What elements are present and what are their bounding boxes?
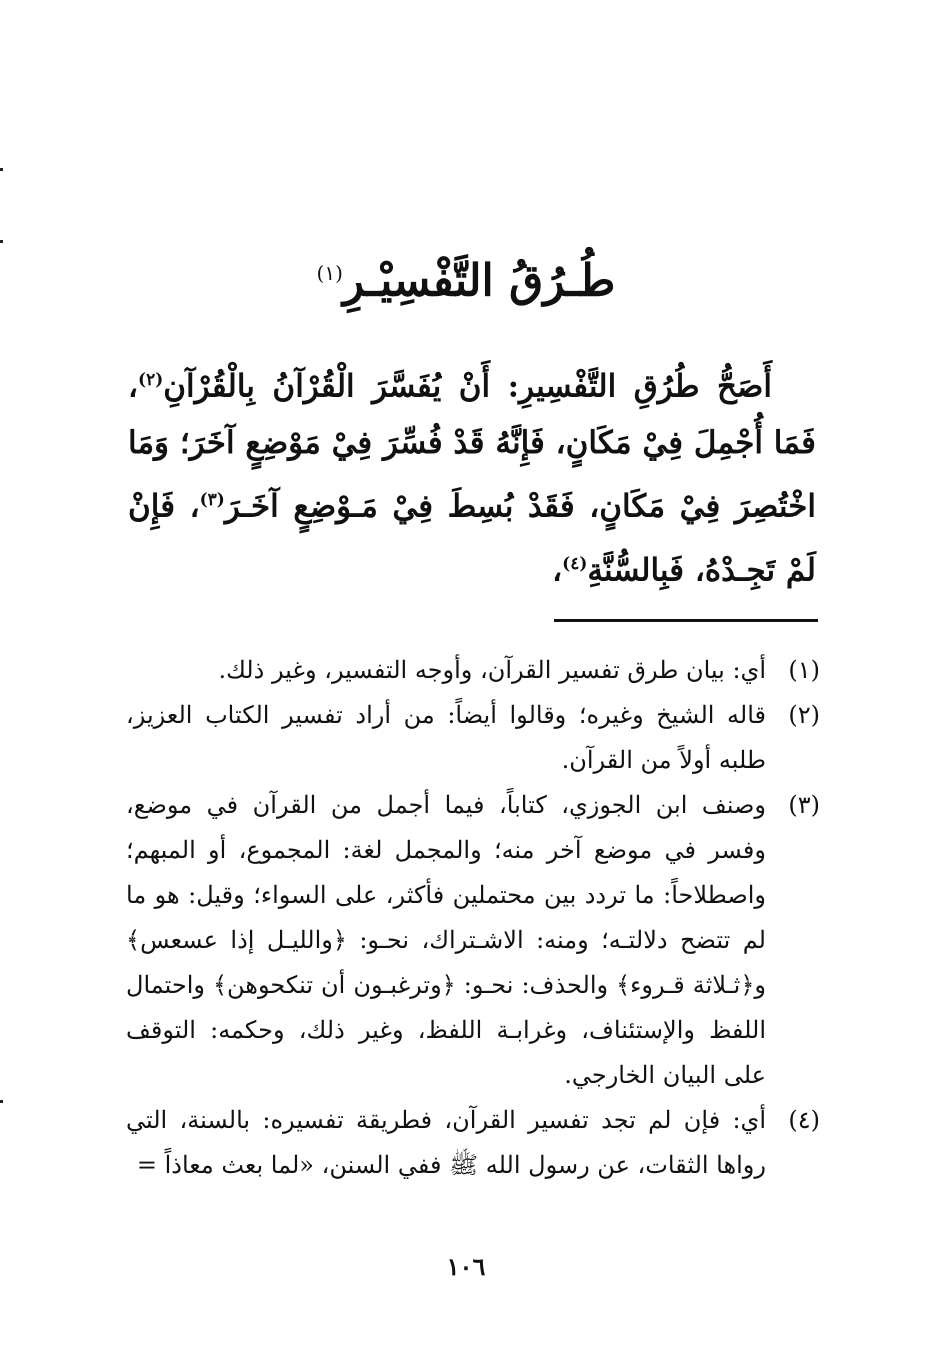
footnote-2 <box>126 693 820 783</box>
footnote-text: أي: بيان طرق تفسير القرآن، وأوجه التفسير، وغير ذلك. <box>218 656 766 684</box>
footnote-3 <box>126 783 820 1098</box>
footnote-4 <box>126 1098 820 1188</box>
footnote-ref-4: (٤) <box>562 553 588 574</box>
title-text: طُـرُقُ التَّفْسِيْـرِ <box>342 255 616 307</box>
footnote-number: (١) <box>788 656 820 684</box>
main-text-part-2: ، فَمَا أُجْمِلَ فِيْ مَكَانٍ، فَإِنَّهُ قَدْ فُسِّرَ فِيْ مَوْضِعٍ آخَرَ؛ وَمَا اخْتُصِرَ فِيْ مَكَانٍ، فَقَدْ بُسِطَ فِيْ مَـوْضِعٍ آخَـرَ <box>128 368 817 525</box>
scan-mark <box>0 168 3 171</box>
footnote-ref-3: (٣) <box>199 490 225 511</box>
main-paragraph <box>128 352 816 599</box>
footnote-number: (٢) <box>788 701 820 729</box>
scan-mark <box>0 1100 3 1103</box>
title-footnote-ref: (١) <box>316 261 343 285</box>
footnote-number: (٣) <box>788 791 820 819</box>
footnote-text: وصنف ابن الجوزي، كتاباً، فيما أجمل من القرآن في موضع، وفسر في موضع آخر منه؛ والمجمل لغة: المجموع، أو المبهم؛ واصطلاحاً: ما تردد بين محتملين فأكثر، على السواء؛ وقيل: هو ما لم تتضح دلالتـه؛ ومنه: الاشـتراك، نحـو: ﴿والليـل إذا عسعس﴾ و﴿ثـلاثة قـروء﴾ والحذف: نحـو: ﴿وترغبـون أن تنكحوهن﴾ واحتمال اللفظ والإستئناف، وغرابـة اللفظ، وغير ذلك، وحكمه: التوقف على البيان الخارجي. <box>126 791 766 1089</box>
footnote-separator <box>554 619 818 622</box>
main-text-part-4: ، <box>552 551 563 588</box>
footnote-number: (٤) <box>788 1106 820 1134</box>
footnote-text: أي: فإن لم تجد تفسير القرآن، فطريقة تفسيره: بالسنة، التي رواها الثقات، عن رسول الله ﷺ ففي السنن، «لما بعث معاذاً = <box>126 1106 766 1179</box>
footnote-ref-2: (٢) <box>138 370 164 390</box>
page-number: ١٠٦ <box>446 1252 486 1281</box>
footnote-1 <box>126 648 820 693</box>
page-title <box>0 238 932 317</box>
main-text-part-3: ، فَإِنْ لَمْ تَجِـدْهُ، فَبِالسُّنَّةِ <box>128 488 816 588</box>
main-text-part-1: أَصَحُّ طُرُقِ التَّفْسِيرِ: أَنْ يُفَسَّرَ الْقُرْآنُ بِالْقُرْآنِ <box>163 368 772 405</box>
footnotes <box>126 648 820 1188</box>
footnote-text: قاله الشيخ وغيره؛ وقالوا أيضاً: من أراد تفسير الكتاب العزيز، طلبه أولاً من القرآن. <box>126 701 766 774</box>
